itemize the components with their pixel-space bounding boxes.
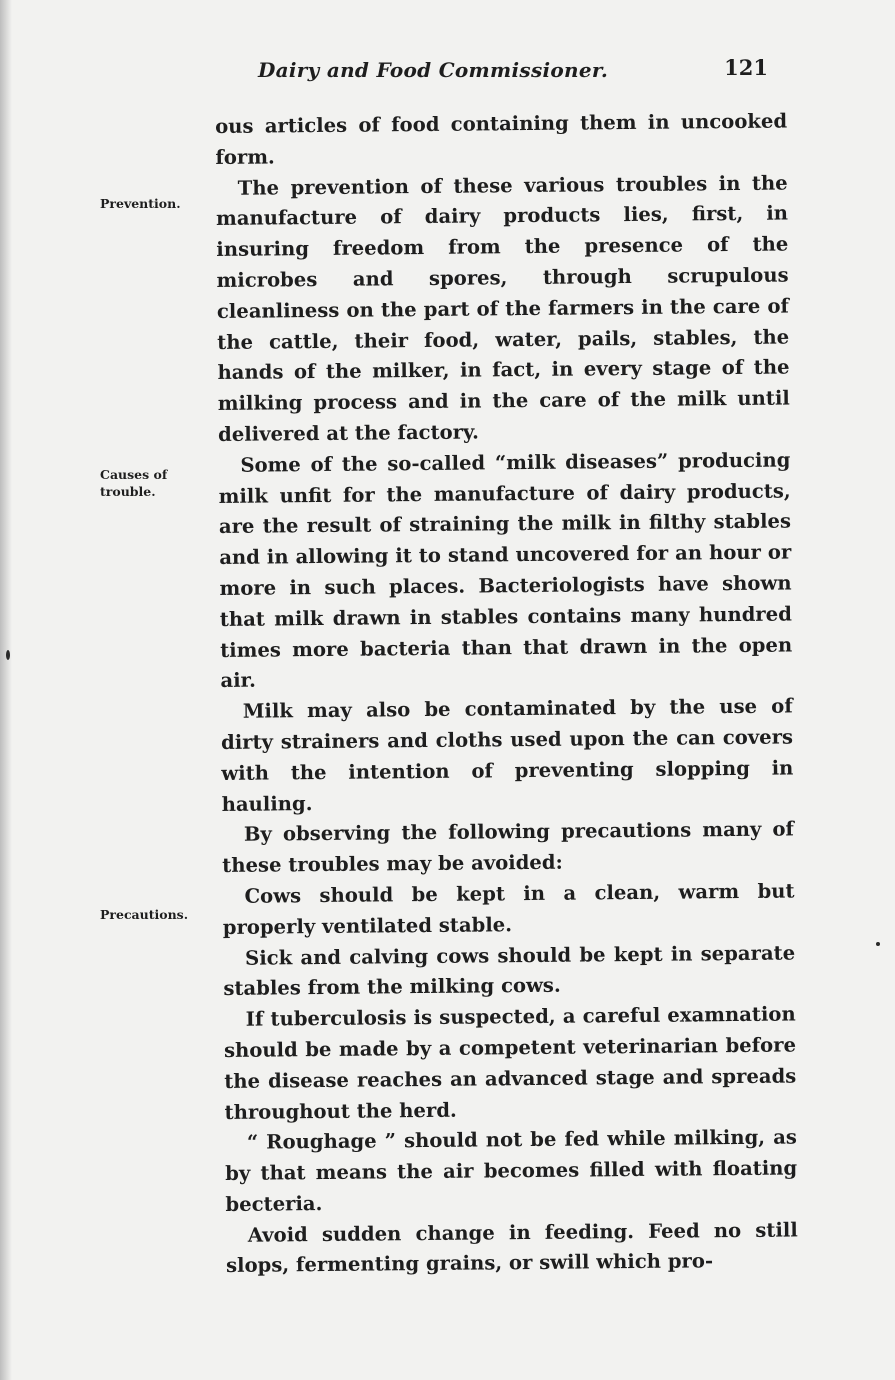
paragraph-2: The prevention of these various troubles in the manufacture of dairy products lies, first, in insuring freedom from the presence of the microbes and spores, through scrupulous cleanliness on the part of the farmers in the care of the cattle, their food, water, pails, stables, the hands of the milker, in fact, in every stage of the milking process and in the care of the milk until delivered at the factory. [215, 171, 790, 446]
running-title: Dairy and Food Commissioner. [258, 58, 609, 82]
body-text [215, 107, 798, 1283]
sidenote-prevention: Prevention. [100, 196, 181, 211]
scan-speck [6, 650, 10, 660]
paragraph-3: Some of the so-called “milk diseases” producing milk unfit for the manufacture of dairy products, are the result of straining the milk in filthy stables and in allowing it to stand uncovered for an hour or more in such places. Bacteriologists have shown that milk drawn in stables contains many hundred times more bacteria than that drawn in the open air. [218, 448, 793, 693]
page-header [258, 55, 768, 90]
sidenote-causes-of-trouble: Causes of trouble. [100, 467, 168, 499]
paragraph-8: If tuberculosis is suspected, a careful examnation should be made by a competent veterinarian before the disease reaches an advanced stage and spreads throughout the herd. [223, 1002, 797, 1124]
paragraph-6: Cows should be kept in a clean, warm but properly ventilated stable. [222, 879, 795, 939]
paragraph-9: “ Roughage ” should not be fed while milking, as by that means the air becomes filled with floating becteria. [225, 1125, 798, 1216]
paragraph-7: Sick and calving cows should be kept in separate stables from the milking cows. [223, 940, 796, 1001]
paragraph-1: ous articles of food containing them in uncooked form. [215, 109, 788, 169]
paragraph-10: Avoid sudden change in feeding. Feed no still slops, fermenting grains, or swill which pro- [225, 1218, 798, 1278]
paragraph-5: By observing the following precautions many of these troubles may be avoided: [222, 817, 795, 878]
sidenote-precautions: Precautions. [100, 907, 189, 922]
page-edge-shadow [0, 0, 12, 1380]
scan-speck [876, 942, 880, 946]
page-number: 121 [724, 55, 768, 80]
paragraph-4: Milk may also be contaminated by the use of dirty strainers and cloths used upon the can covers with the intention of preventing slopping in hauling. [220, 694, 794, 816]
